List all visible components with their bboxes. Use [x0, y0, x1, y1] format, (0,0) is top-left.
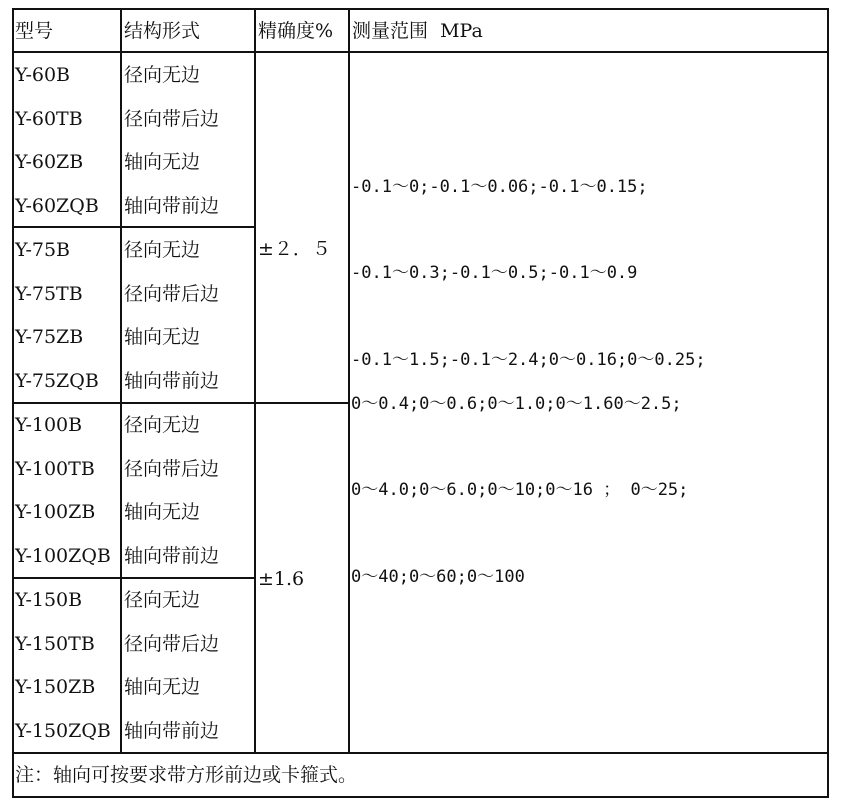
structure-cell: 径向无边 — [124, 239, 201, 261]
table-border-right — [827, 8, 829, 798]
range-line: -0.1～1.5;-0.1～2.4;0～0.16;0～0.25; — [351, 350, 706, 370]
accuracy-cell: ±1.6 — [258, 568, 305, 590]
group-divider-3 — [12, 577, 256, 579]
col-divider-3 — [348, 8, 350, 754]
structure-cell: 径向带后边 — [124, 108, 220, 130]
model-cell: Y-60B — [15, 64, 71, 86]
model-cell: Y-75ZB — [15, 326, 84, 348]
table-border-bottom — [12, 796, 829, 798]
range-line: 0～4.0;0～6.0;0～10;0～16 ； 0～25; — [351, 480, 689, 500]
structure-cell: 径向带后边 — [124, 633, 220, 655]
structure-cell: 径向带后边 — [124, 458, 220, 480]
table-note: 注：轴向可按要求带方形前边或卡箍式。 — [15, 764, 358, 786]
model-cell: Y-150TB — [15, 633, 95, 655]
col-divider-1 — [120, 8, 122, 754]
model-cell: Y-150ZB — [15, 676, 96, 698]
structure-cell: 轴向无边 — [124, 326, 201, 348]
structure-cell: 轴向带前边 — [124, 370, 220, 392]
header-model: 型号 — [15, 20, 54, 42]
group-divider-2 — [12, 402, 350, 404]
header-structure: 结构形式 — [124, 20, 201, 42]
range-line: 0～0.4;0～0.6;0～1.0;0～1.60～2.5; — [351, 394, 682, 414]
structure-cell: 轴向无边 — [124, 151, 201, 173]
model-cell: Y-100ZQB — [15, 545, 111, 567]
structure-cell: 轴向带前边 — [124, 545, 220, 567]
structure-cell: 轴向带前边 — [124, 720, 220, 742]
table-border-top — [12, 8, 829, 10]
header-accuracy: 精确度% — [258, 20, 334, 42]
col-divider-2 — [254, 8, 256, 754]
range-line: -0.1～0.3;-0.1～0.5;-0.1～0.9 — [351, 263, 638, 283]
model-cell: Y-60ZB — [15, 151, 84, 173]
model-cell: Y-100ZB — [15, 501, 96, 523]
structure-cell: 轴向无边 — [124, 501, 201, 523]
accuracy-cell: ±２．５ — [258, 238, 331, 260]
model-cell: Y-100B — [15, 414, 83, 436]
model-cell: Y-60ZQB — [15, 195, 99, 217]
model-cell: Y-150B — [15, 589, 83, 611]
group-divider-1 — [12, 226, 256, 228]
model-cell: Y-75B — [15, 239, 71, 261]
range-line: 0～40;0～60;0～100 — [351, 567, 525, 587]
model-cell: Y-75TB — [15, 283, 83, 305]
model-cell: Y-150ZQB — [15, 720, 111, 742]
model-cell: Y-60TB — [15, 108, 83, 130]
range-line: -0.1～0;-0.1～0.06;-0.1～0.15; — [351, 177, 648, 197]
model-cell: Y-100TB — [15, 458, 95, 480]
note-divider — [12, 752, 829, 754]
structure-cell: 轴向带前边 — [124, 195, 220, 217]
structure-cell: 径向无边 — [124, 589, 201, 611]
header-range: 测量范围 MPa — [352, 20, 483, 42]
structure-cell: 径向带后边 — [124, 283, 220, 305]
structure-cell: 径向无边 — [124, 414, 201, 436]
structure-cell: 径向无边 — [124, 64, 201, 86]
header-divider — [12, 51, 829, 53]
structure-cell: 轴向无边 — [124, 676, 201, 698]
model-cell: Y-75ZQB — [15, 370, 99, 392]
